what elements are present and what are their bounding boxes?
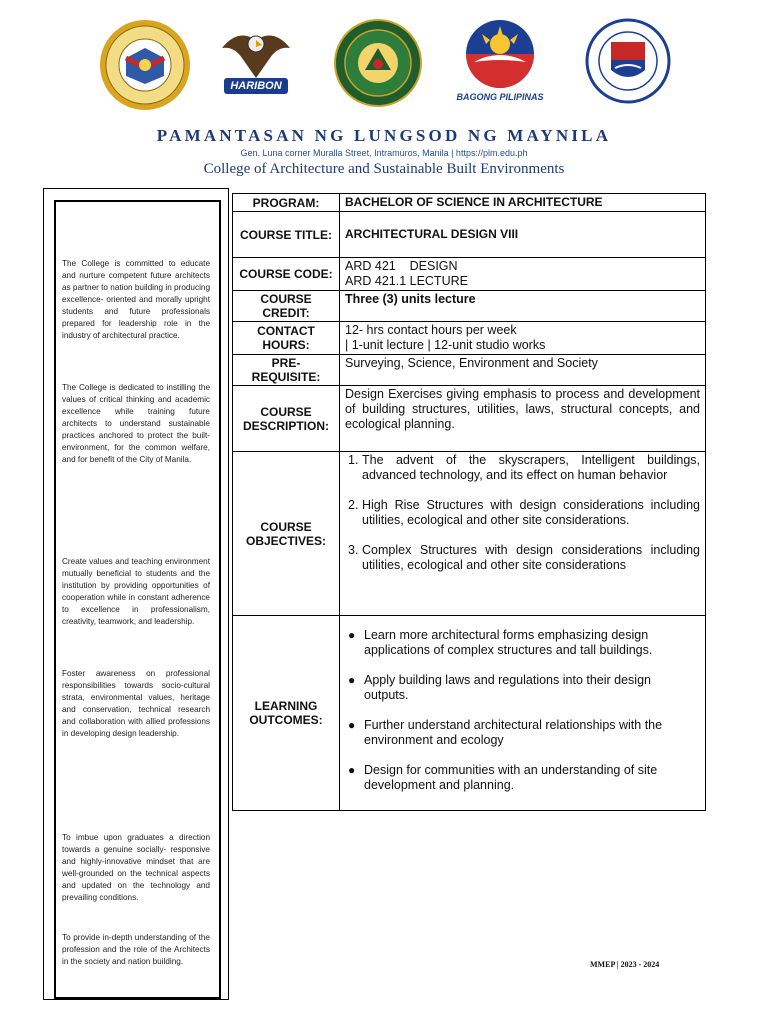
contact-hours-value (340, 322, 706, 355)
course-description-row (233, 386, 706, 452)
course-code-line-2: ARD 421.1 LECTURE (345, 274, 468, 288)
prerequisite-row (233, 355, 706, 386)
outcome-text: Learn more architectural forms emphasizing design applications of complex structures and tall buildings. (364, 628, 653, 657)
learning-outcomes-row (233, 616, 706, 811)
plm-seal-logo (98, 18, 192, 112)
program-row (233, 194, 706, 212)
objective-number: 2. (348, 498, 359, 512)
objective-item (348, 543, 700, 573)
college-name: College of Architecture and Sustainable Built Environments (203, 161, 565, 177)
sidebar-goal-4: To provide in-depth understanding of the profession and the role of the Architects in the society and nation building. (62, 933, 210, 966)
sidebar-goal-2: Foster awareness on professional responsibilities towards socio-cultural strata, environmental values, heritage and conservation, technical research and collaboration with allied professions in developing design leadership. (62, 669, 210, 738)
course-code-label: COURSE CODE: (233, 258, 340, 291)
objective-number: 1. (348, 453, 359, 467)
college-seal-logo (333, 18, 423, 108)
contact-hours-label: CONTACT HOURS: (233, 322, 340, 355)
haribon-logo-text: HARIBON (230, 80, 282, 92)
outcome-text: Further understand architectural relationships with the environment and ecology (364, 718, 663, 747)
course-title-value: ARCHITECTURAL DESIGN VIII (340, 212, 706, 258)
university-name: PAMANTASAN NG LUNGSOD NG MAYNILA (156, 126, 612, 145)
footer-text: MMEP | 2023 - 2024 (590, 960, 660, 969)
outcome-item (348, 718, 697, 748)
bullet-icon: ● (348, 718, 356, 732)
course-code-value (340, 258, 706, 291)
city-of-manila-seal-logo (585, 18, 671, 104)
bullet-icon: ● (348, 763, 356, 777)
objective-number: 3. (348, 543, 359, 557)
contact-hours-row (233, 322, 706, 355)
outcomes-list (348, 628, 697, 793)
course-code-row (233, 258, 706, 291)
learning-outcomes-value (340, 616, 706, 811)
course-title-row (233, 212, 706, 258)
course-code-line-1: ARD 421 DESIGN (345, 259, 458, 273)
prerequisite-label: PRE-REQUISITE: (233, 355, 340, 386)
course-title-label: COURSE TITLE: (233, 212, 340, 258)
university-address: Gen. Luna corner Muralla Street, Intramuros, Manila | https://plm.edu.ph (240, 148, 528, 158)
course-objectives-value (340, 452, 706, 616)
course-info-table (232, 193, 706, 811)
contact-hours-line-1: 12- hrs contact hours per week (345, 323, 517, 337)
sidebar-goal-1: Create values and teaching environment mutually beneficial to students and the institution by providing opportunities of cooperation while in constant adherence to excellence in professionalism, creativity, teamwork, and leadership. (62, 557, 210, 626)
sidebar-vision: The College is committed to educate and nurture competent future architects as partner to nation building in producing excellence- oriented and morally upright students and future professionals prepared for leadership role in the industry of architectural practice. (62, 259, 210, 340)
sidebar-mission: The College is dedicated to instilling the values of critical thinking and academic excellence while training future architects to understand sustainable practices anchored to protect the built-environment, for the common welfare, and for benefit of the City of Manila. (62, 383, 210, 464)
objective-text: Complex Structures with design considerations including utilities, ecological and other site considerations (362, 543, 700, 572)
objective-item (348, 498, 700, 528)
prerequisite-value: Surveying, Science, Environment and Society (340, 355, 706, 386)
course-credit-value: Three (3) units lecture (340, 291, 706, 322)
outcome-item (348, 763, 697, 793)
course-objectives-label: COURSE OBJECTIVES: (233, 452, 340, 616)
objective-text: The advent of the skyscrapers, Intelligent buildings, advanced technology, and its effect on human behavior (362, 453, 700, 482)
objective-item (348, 453, 700, 483)
outcome-text: Design for communities with an understanding of site development and planning. (364, 763, 658, 792)
objectives-list (348, 453, 700, 573)
course-description-value: Design Exercises giving emphasis to process and development of building structures, utilities, laws, structural concepts, and ecological planning. (340, 386, 706, 452)
outcome-item (348, 628, 697, 658)
outcome-item (348, 673, 697, 703)
program-value: BACHELOR OF SCIENCE IN ARCHITECTURE (340, 194, 706, 212)
bagong-pilipinas-logo (460, 18, 540, 90)
contact-hours-line-2: | 1-unit lecture | 12-unit studio works (345, 338, 546, 352)
program-label: PROGRAM: (233, 194, 340, 212)
course-objectives-row (233, 452, 706, 616)
course-credit-label: COURSE CREDIT: (233, 291, 340, 322)
bullet-icon: ● (348, 628, 356, 642)
bagong-pilipinas-text: BAGONG PILIPINAS (456, 92, 544, 102)
learning-outcomes-label: LEARNING OUTCOMES: (233, 616, 340, 811)
sidebar-goal-3: To imbue upon graduates a direction towards a genuine socially- responsive and highly-innovative mindset that are well-grounded on the technical aspects and updated on the technology and prevailing conditions. (62, 833, 210, 902)
outcome-text: Apply building laws and regulations into their design outputs. (364, 673, 651, 702)
logo-bar (0, 18, 768, 118)
course-credit-row (233, 291, 706, 322)
course-description-label: COURSE DESCRIPTION: (233, 386, 340, 452)
objective-text: High Rise Structures with design considerations including utilities, ecological and other site considerations. (362, 498, 700, 527)
bullet-icon: ● (348, 673, 356, 687)
